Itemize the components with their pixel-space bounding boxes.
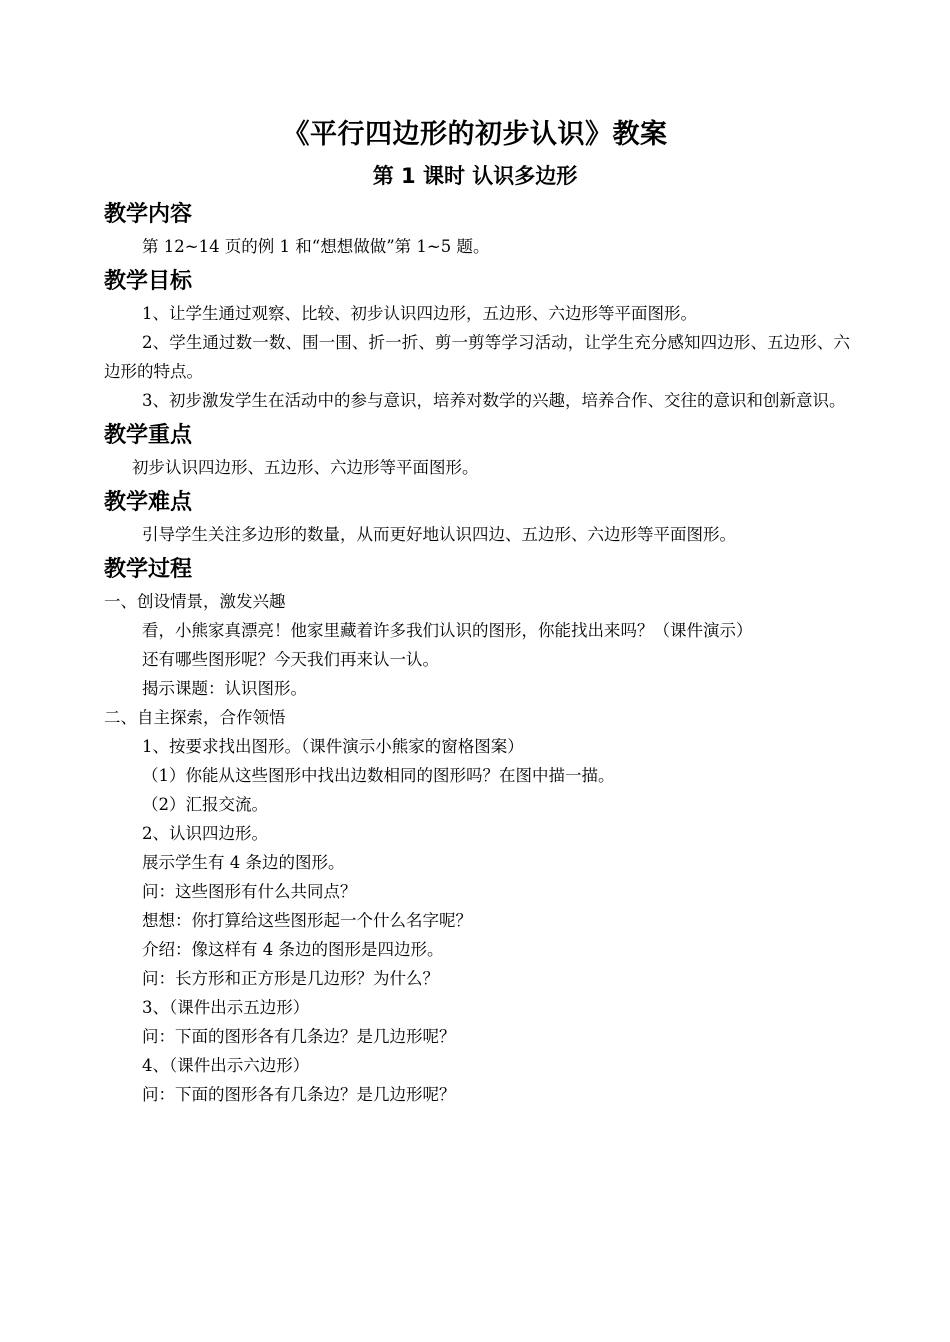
process-part2-line: 问：下面的图形各有几条边？是几边形呢？ [142,1027,456,1046]
lesson-subtitle: 第 1 课时 认识多边形 [372,164,578,188]
heading-process: 教学过程 [104,557,193,582]
process-part2-line: 3、（课件出示五边形） [142,998,310,1017]
heading-difficulty: 教学难点 [104,490,193,515]
process-part2-line: 问：下面的图形各有几条边？是几边形呢？ [142,1085,456,1104]
process-part2-line: 问：长方形和正方形是几边形？为什么？ [142,969,439,988]
process-part2-title: 二、自主探索，合作领悟 [104,708,286,727]
process-part2-line: （2）汇报交流。 [142,795,268,814]
goal-item-2: 2、学生通过数一数、围一围、折一折、剪一剪等学习活动，让学生充分感知四边形、五边形、六边形的特点。 [104,333,850,381]
process-part2-line: 展示学生有 4 条边的图形。 [142,853,345,872]
process-part2-line: 2、认识四边形。 [142,824,268,843]
difficulty-text: 引导学生关注多边形的数量，从而更好地认识四边、五边形、六边形等平面图形。 [142,525,736,544]
process-part2-line: 4、（课件出示六边形） [142,1056,310,1075]
process-part2-line: 1、按要求找出图形。（课件演示小熊家的窗格图案） [142,737,524,756]
content-text: 第 12~14 页的例 1 和“想想做做”第 1~5 题。 [142,237,490,256]
process-part2-line: （1）你能从这些图形中找出边数相同的图形吗？在图中描一描。 [142,766,615,785]
process-part2-line: 介绍：像这样有 4 条边的图形是四边形。 [142,940,444,959]
goal-item-1: 1、让学生通过观察、比较、初步认识四边形，五边形、六边形等平面图形。 [142,304,697,323]
process-part1-line: 揭示课题：认识图形。 [142,679,307,698]
process-part1-line: 还有哪些图形呢？今天我们再来认一认。 [142,650,439,669]
document-title: 《平行四边形的初步认识》教案 [282,119,668,150]
goal-item-3: 3、初步激发学生在活动中的参与意识，培养对数学的兴趣，培养合作、交往的意识和创新意识。 [142,391,846,410]
process-part2-line: 想想：你打算给这些图形起一个什么名字呢？ [142,911,472,930]
key-points-text: 初步认识四边形、五边形、六边形等平面图形。 [132,458,479,477]
heading-goals: 教学目标 [104,269,193,294]
process-part2-line: 问：这些图形有什么共同点？ [142,882,357,901]
heading-content: 教学内容 [104,202,193,227]
process-part1-line: 看，小熊家真漂亮！他家里藏着许多我们认识的图形，你能找出来吗？（课件演示） [142,621,753,640]
heading-key-points: 教学重点 [104,423,193,448]
process-part1-title: 一、创设情景，激发兴趣 [104,592,286,611]
document-body [104,198,850,1109]
